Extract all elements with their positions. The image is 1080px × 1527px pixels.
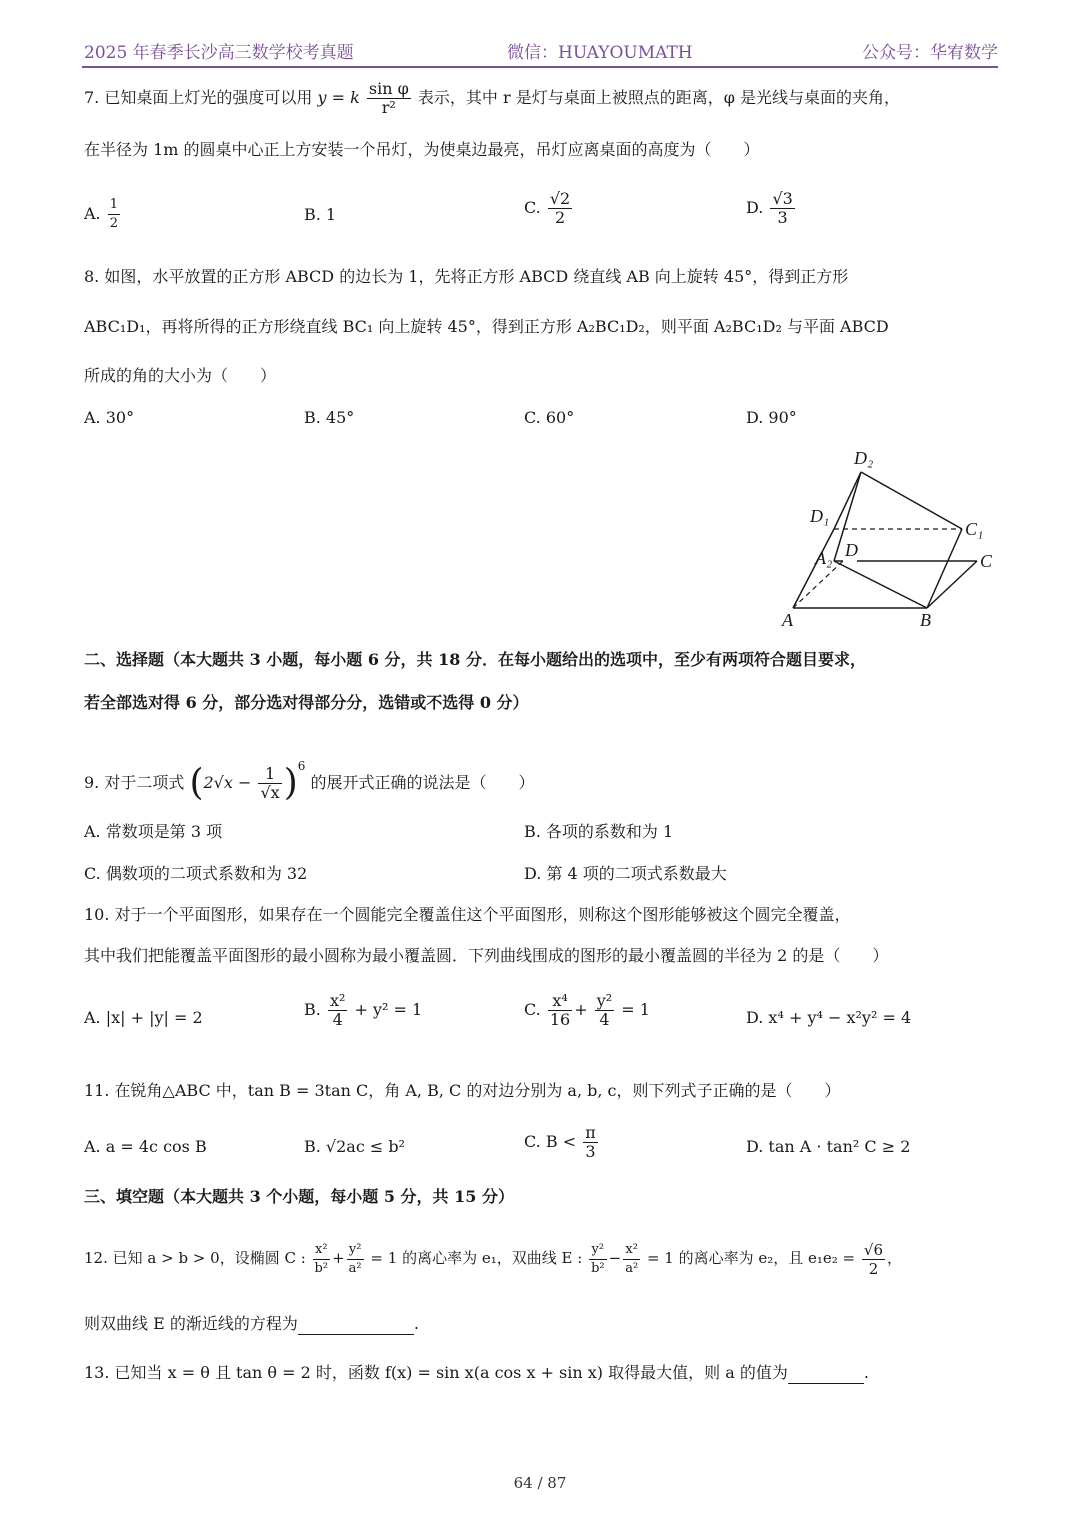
q12-frac1	[313, 1241, 331, 1278]
q10-option-c-frac2	[595, 992, 614, 1029]
q9-exponent: 6	[297, 759, 306, 773]
q12-f3-num: y²	[589, 1241, 607, 1260]
page-number: 64 / 87	[513, 1474, 567, 1492]
q8-line1: 8. 如图，水平放置的正方形 ABCD 的边长为 1，先将正方形 ABCD 绕直线 AB 向上旋转 45°，得到正方形	[84, 267, 849, 286]
label-D: D	[845, 540, 858, 560]
q7-c-den: 2	[554, 208, 566, 227]
q11-option-c-label: C. B <	[524, 1132, 577, 1151]
label-D1: D₁	[810, 506, 830, 526]
edge-C1B	[927, 529, 962, 608]
q12-line2	[84, 1313, 419, 1335]
q10-option-a: A. |x| + |y| = 2	[84, 1008, 203, 1027]
q7-d-num: √3	[772, 189, 793, 208]
q12-frac5	[862, 1241, 885, 1278]
q7-frac-num: sin φ	[368, 79, 409, 98]
q12-part2: = 1 的离心率为 e₁，双曲线 E :	[370, 1249, 583, 1267]
q13-line	[84, 1362, 869, 1384]
q12-plus: +	[332, 1249, 345, 1267]
q7-d-den: 3	[777, 208, 788, 227]
section3-heading: 三、填空题（本大题共 3 个小题，每小题 5 分，共 15 分）	[84, 1187, 514, 1206]
q10-option-b-rest: + y² = 1	[354, 1000, 423, 1019]
edge-BC	[927, 561, 977, 608]
q7-option-a-label: A.	[84, 204, 101, 223]
q12-f1-num: x²	[313, 1241, 331, 1260]
q10-c-num1: x⁴	[548, 992, 572, 1011]
q9-line	[84, 742, 535, 808]
page-header	[84, 38, 998, 64]
header-title: 2025 年春季长沙高三数学校考真题	[84, 43, 354, 63]
q7-line1	[84, 80, 900, 117]
q12-part4: ，	[887, 1249, 903, 1267]
q10-option-b-frac	[328, 992, 347, 1029]
q10-c-den1: 16	[549, 1010, 571, 1029]
q11-option-c	[524, 1124, 600, 1161]
q12-f5-den: 2	[868, 1259, 879, 1278]
section2-line1: 二、选择题（本大题共 3 小题，每小题 6 分，共 18 分．在每小题给出的选项中，至少有两项符合题目要求，	[84, 650, 866, 669]
q11-line: 11. 在锐角△ABC 中，tan B = 3tan C，角 A, B, C 的对边分别为 a, b, c，则下列式子正确的是（ ）	[84, 1081, 841, 1100]
q7-option-c	[524, 190, 574, 227]
q12-answer-blank[interactable]	[298, 1334, 414, 1335]
q10-b-den: 4	[332, 1010, 343, 1029]
q8-option-c: C. 60°	[524, 408, 575, 427]
q11-option-b: B. √2ac ≤ b²	[304, 1137, 406, 1156]
q10-option-b-label: B.	[304, 1000, 321, 1019]
label-C: C	[980, 551, 993, 571]
q7-option-d-frac	[770, 190, 794, 227]
q13-end: .	[863, 1363, 869, 1382]
q8-option-d: D. 90°	[746, 408, 797, 427]
q7-a-den: 2	[109, 216, 119, 231]
q8-option-b: B. 45°	[304, 408, 355, 427]
q10-option-c-label: C.	[524, 1000, 541, 1019]
q12-frac2	[347, 1241, 364, 1278]
q12-f4-den: a²	[625, 1260, 639, 1276]
q12-minus: −	[608, 1249, 622, 1267]
q8-option-a: A. 30°	[84, 408, 135, 427]
q12-part1: 12. 已知 a > b > 0，设椭圆 C :	[84, 1249, 306, 1267]
section2-line2: 若全部选对得 6 分，部分选对得部分分，选错或不选得 0 分）	[84, 693, 529, 712]
q10-c-num2: y²	[596, 991, 613, 1010]
q9-paren-close: )	[283, 762, 298, 804]
q7-text-a: 7. 已知桌面上灯光的强度可以用	[84, 88, 313, 107]
q10-option-d: D. x⁴ + y⁴ − x²y² = 4	[746, 1008, 912, 1027]
label-A2: A₂	[815, 548, 833, 568]
q9-option-c: C. 偶数项的二项式系数和为 32	[84, 864, 308, 883]
header-divider	[82, 66, 998, 68]
q12-f2-num: y²	[347, 1241, 364, 1260]
edge-AD-dashed	[793, 561, 843, 608]
q11-option-d: D. tan A · tan² C ≥ 2	[746, 1137, 911, 1156]
q12-frac4	[623, 1241, 640, 1278]
q7-option-a-frac	[108, 196, 120, 233]
label-B: B	[920, 610, 931, 630]
header-account: 公众号：华宥数学	[862, 43, 998, 63]
q10-line2: 其中我们把能覆盖平面图形的最小圆称为最小覆盖圆．下列曲线围成的图形的最小覆盖圆的半径为 2 的是（ ）	[84, 946, 889, 965]
q9-option-b: B. 各项的系数和为 1	[524, 822, 674, 841]
q10-c-den2: 4	[599, 1010, 610, 1029]
q9-option-d: D. 第 4 项的二项式系数最大	[524, 864, 727, 883]
q7-option-b: B. 1	[304, 205, 337, 224]
q7-option-d	[746, 190, 797, 227]
header-wechat: 微信：HUAYOUMATH	[507, 43, 693, 63]
edge-AD1	[793, 529, 834, 608]
q9-expr: 2√x −	[203, 773, 252, 792]
q10-line1: 10. 对于一个平面图形，如果存在一个圆能完全覆盖住这个平面图形，则称这个图形能够被这个圆完全覆盖，	[84, 905, 851, 924]
q12-f3-den: b²	[591, 1260, 605, 1276]
q12-f1-den: b²	[314, 1260, 329, 1276]
q7-frac-den: r²	[381, 98, 396, 117]
q12-part3: = 1 的离心率为 e₂，且 e₁e₂ =	[646, 1249, 856, 1267]
edge-A2B	[834, 561, 927, 608]
label-D2: D₂	[854, 448, 874, 468]
q8-figure	[770, 440, 1010, 640]
q8-line3: 所成的角的大小为（ ）	[84, 366, 277, 385]
edge-D1D2	[834, 472, 861, 529]
q12-f2-den: a²	[348, 1260, 362, 1276]
q9-num: 1	[258, 765, 281, 784]
q11-option-c-frac	[583, 1124, 598, 1161]
q7-option-d-label: D.	[746, 198, 764, 217]
q9-suffix: 的展开式正确的说法是（ ）	[310, 773, 535, 792]
q12-f4-num: x²	[623, 1241, 640, 1260]
q12-line1	[84, 1236, 902, 1280]
q7-option-c-frac	[548, 190, 572, 227]
q13-answer-blank[interactable]	[788, 1383, 864, 1384]
q11-option-a: A. a = 4c cos B	[84, 1137, 207, 1156]
q9-paren-open: (	[189, 762, 204, 804]
q7-option-a	[84, 196, 122, 233]
q7-option-c-label: C.	[524, 198, 541, 217]
q7-formula: y = k	[317, 88, 360, 107]
q7-c-num: √2	[549, 189, 571, 208]
q7-line2: 在半径为 1m 的圆桌中心正上方安装一个吊灯，为使桌边最亮，吊灯应离桌面的高度为（ ）	[84, 140, 760, 159]
q7-a-num: 1	[108, 196, 120, 215]
q12-frac3	[589, 1241, 607, 1278]
q10-b-num: x²	[329, 991, 346, 1010]
q10-option-c-frac1	[548, 992, 572, 1029]
q12-line2-text: 则双曲线 E 的渐近线的方程为	[84, 1314, 298, 1333]
q12-line2-end: .	[413, 1314, 419, 1333]
q9-den: √x	[260, 783, 280, 802]
q9-option-a: A. 常数项是第 3 项	[84, 822, 223, 841]
q9-prefix: 9. 对于二项式	[84, 773, 185, 792]
q12-f5-num: √6	[863, 1240, 884, 1259]
label-A: A	[782, 610, 793, 630]
q7-text-c: 表示，其中 r 是灯与桌面上被照点的距离，φ 是光线与桌面的夹角，	[417, 88, 900, 107]
q10-option-c-rest: = 1	[621, 1000, 650, 1019]
q9-fraction	[258, 765, 281, 802]
q10-option-c: C. $\frac{\text{x⁴}}{16}$ + $\frac{\text{y²}}{4}$ = 1	[524, 991, 650, 1029]
q10-option-b	[304, 992, 422, 1029]
q7-fraction	[367, 80, 411, 117]
q13-text: 13. 已知当 x = θ 且 tan θ = 2 时，函数 f(x) = sin x(a cos x + sin x) 取得最大值，则 a 的值为	[84, 1363, 788, 1382]
label-C1: C₁	[965, 519, 984, 539]
edge-D2C1	[861, 472, 962, 529]
q11-c-num: π	[585, 1123, 596, 1142]
q11-c-den: 3	[585, 1142, 596, 1161]
q8-line2: ABC₁D₁，再将所得的正方形绕直线 BC₁ 向上旋转 45°，得到正方形 A₂BC₁D₂，则平面 A₂BC₁D₂ 与平面 ABCD	[84, 317, 889, 336]
